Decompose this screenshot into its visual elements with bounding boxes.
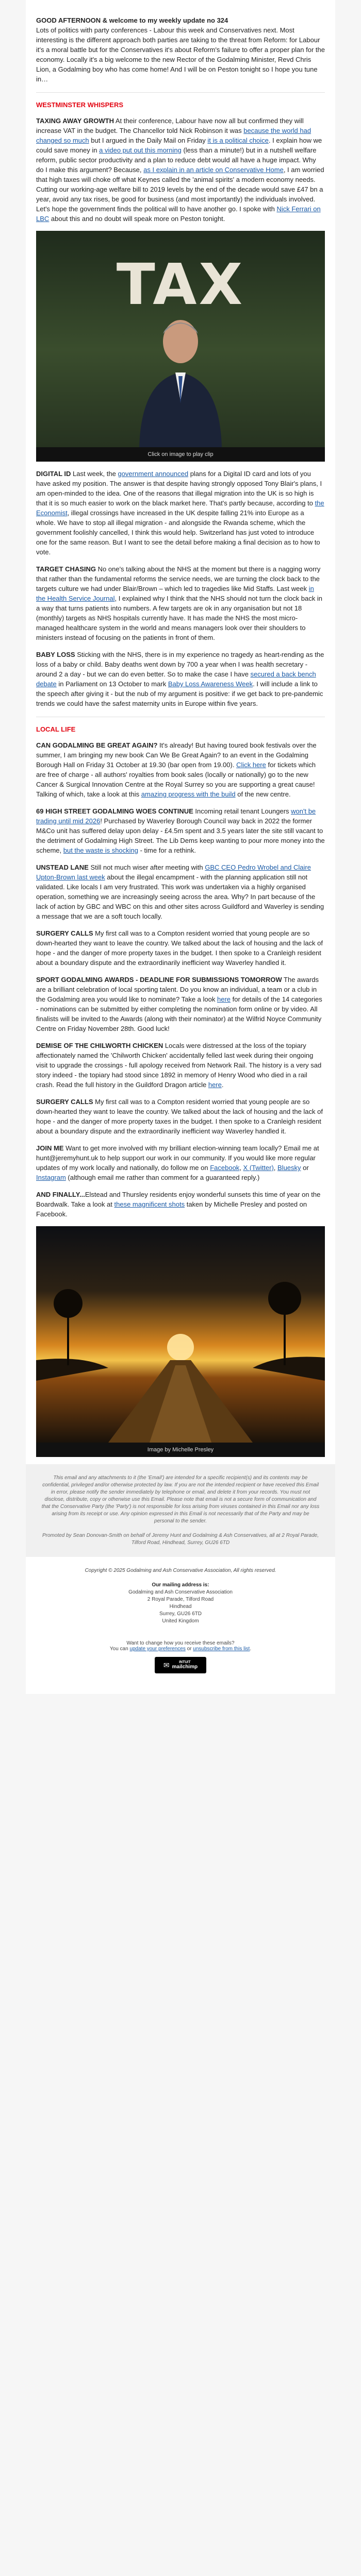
baby-text-3: . I will include a link to the speech after giving it - but the nub of my argument is positive: if we get back to pre-pandemic trends we could have the safest maternity units in Europe within five years. [36, 680, 323, 707]
update-preferences-link[interactable]: update your preferences [129, 1646, 186, 1652]
digital-id-paragraph [36, 469, 325, 557]
sport-text-2: for details of the 14 categories - nominations can be submitted by either completing the nomination form online or by video. All finalists will be invited to the Awards (along with their nominator) at the Wilfrid Noyce Community Centre on Friday November 28th. Good luck! [36, 995, 322, 1032]
join-link-bluesky[interactable]: Bluesky [277, 1164, 301, 1172]
tax-title: TAXING AWAY GROWTH [36, 117, 114, 125]
surgery-text-2: My first call was to a Compton resident worried that young people are so down-hearted they want to leave the country. We talked about the lack of housing and the lack of hope - and the danger of more property taxes in the budget. I then spoke to a Cranleigh resident about a boundary dispute and the extraordinarily inefficient way Waverley handled it. [36, 1098, 323, 1135]
surgery-title: SURGERY CALLS [36, 929, 93, 937]
surgery-text: My first call was to a Compton resident worried that young people are so down-hearted they want to leave the country. We talked about the lack of housing and the lack of hope - and the danger of more property taxes in the budget. I then spoke to a Cranleigh resident about a boundary dispute and the extraordinarily inefficient way Waverley handled it. [36, 929, 323, 967]
baby-text-1: Sticking with the NHS, there is in my experience no tragedy as heart-rending as the loss of a baby or child. Baby deaths went down by 700 a year when I was health secretary - around 2 a day - but we can do even better. So to make the case I have [36, 651, 324, 678]
baby-link-debate[interactable]: secured a back bench debate [36, 670, 316, 688]
join-link-facebook[interactable]: Facebook [210, 1164, 240, 1172]
high-street-paragraph [36, 806, 325, 855]
join-paragraph: JOIN ME Want to get more involved with my brilliant election-winning team locally? Email me at hunt@jeremyhunt.uk to help support our work in our community. If you would like more regular updates of my work locally and nationally, do follow me on Facebook, X (Twitter), Bluesky or Instagram (although email me rather than comment for a guaranteed reply.) [36, 1144, 319, 1181]
great-text-1: It's already! But having toured book festivals over the summer, I am bringing my new book Can We Be Great Again? to an event in the Godalming Borough Hall on Friday 31 October at 19.30 (bar open from 19.00). [36, 741, 317, 769]
footer-addr-line: Godalming and Ash Conservative Association [128, 1589, 233, 1595]
mailchimp-badge-big: mailchimp [172, 1664, 198, 1670]
tax-text-1: At their conference, Labour have now all but confirmed they will increase VAT in the budget. The Chancellor told Nick Robinson it was [36, 117, 304, 134]
finally-paragraph [36, 1190, 325, 1219]
chilworth-text-2: . [221, 1081, 224, 1089]
tax-paragraph [36, 116, 325, 224]
join-link-instagram[interactable]: Instagram [36, 1174, 66, 1181]
footer-disclaimer: This email and any attachments to it (the 'Email') are intended for a specific recipient(s) and its contents may be confidential, privileged and/or otherwise protected by law. If you are not the intended recipient or have received this Email in error, please notify the sender immediately by telephone or email, and delete it from your records. You must not disclose, distribute, copy or otherwise use this Email. Please note that email is not a secure form of communication and that the Conservative Party (the 'Party') is not responsible for loss arising from viruses contained in this Email nor any loss arising from its receipt or use. Any opinion expressed in this Email is not necessarily that of the Party and may be personal to the sender. [41, 1475, 320, 1524]
footer-links-question: Want to change how you receive these emails? [126, 1640, 235, 1646]
intro-paragraph [36, 15, 325, 84]
surgery-paragraph-2 [36, 1097, 325, 1136]
sport-title: SPORT GODALMING AWARDS - DEADLINE FOR SUBMISSIONS TOMORROW [36, 976, 282, 984]
tax-text-5: , I am worried that high taxes will choke off what Keynes called the 'animal spirits' a modern economy needs. Cutting our working-age welfare bill to 2019 levels by the end of the decade would save £47 bn a year, avoid any tax rises, be good for business (and most importantly) the individuals involved. Let's hope the government finds the political will to have another go. I spoke with [36, 166, 324, 213]
footer-links-or: or [185, 1646, 193, 1652]
divider [36, 92, 325, 93]
unstead-title: UNSTEAD LANE [36, 863, 89, 871]
chilworth-paragraph [36, 1041, 325, 1090]
high-link-waste[interactable]: but the waste is shocking [63, 846, 138, 854]
person-silhouette-icon [134, 313, 227, 447]
target-link-hsj[interactable]: in the Health Service Journal [36, 585, 314, 602]
id-text-3: , illegal crossings have increased in the UK despite falling 21% into Europe as a whole. We have to stop all illegal migration - and alongside the Rwanda scheme, which the government foolishly cancelled, I think this would help. Switzerland has just voted to introduce one for the same reason. But I want to see the detail before making a final decision as to how to vote. [36, 509, 320, 556]
intro-greeting: GOOD AFTERNOON [36, 16, 101, 24]
tax-text-2: but I argued in the Daily Mail on Friday [89, 137, 208, 144]
tax-link-world-changed[interactable]: because the world had changed so much [36, 127, 311, 144]
great-link-build[interactable]: amazing progress with the build [141, 790, 236, 798]
high-text-3: - time for a rethink. [138, 846, 196, 854]
baby-loss-title: BABY LOSS [36, 651, 75, 658]
tax-text-6: about this and no doubt will speak more on Peston tonight. [49, 215, 225, 223]
baby-loss-paragraph [36, 650, 325, 708]
sport-paragraph [36, 975, 325, 1033]
tax-text-3: . I explain how we could save money in [36, 137, 322, 154]
tax-link-video[interactable]: a video put out this morning [99, 146, 182, 154]
westminster-heading: WESTMINSTER WHISPERS [36, 101, 124, 109]
footer-promoted: Promoted by Sean Donovan-Smith on behalf of Jeremy Hunt and Godalming & Ash Conservatives, all at 2 Royal Parade, Tilford Road, Hindhead, Surrey, GU26 6TD [42, 1533, 319, 1546]
chilworth-title: DEMISE OF THE CHILWORTH CHICKEN [36, 1042, 163, 1049]
id-text-2: plans for a Digital ID card and lots of you have asked my position. The answer is that despite having strongly opposed Tony Blair's plans, I am open-minded to the idea. One of the reasons that illegal migration into the UK is so high is that it is so much easier to work on the black market here. That's partly because, according to [36, 470, 322, 507]
finally-link-shots[interactable]: these magnificent shots [114, 1200, 185, 1208]
sunset-boardwalk-image [36, 1226, 325, 1443]
target-text-1: No one's talking about the NHS at the moment but there is a nagging worry that rather than the fundamental reforms the service needs, we are turning the clock back to the targets culture we had under Blair/Brown – which led to tragedies like Mid Staffs. Last week [36, 565, 321, 592]
sport-link-here[interactable]: here [217, 995, 231, 1003]
unstead-link-meeting[interactable]: GBC CEO Pedro Wrobel and Claire Upton-Brown last week [36, 863, 311, 881]
footer-addr-line: 2 Royal Parade, Tilford Road [147, 1597, 214, 1602]
unstead-paragraph [36, 862, 325, 921]
target-title: TARGET CHASING [36, 565, 96, 573]
high-text-2: ! Purchased by Waverley Borough Council way back in 2022 the former M&Co unit has suffered delay upon delay - £4.5m spent and 3.5 years later the site still vacant to the detriment of Godalming High Street. The Lib Dems keep wanting to pour more money into the scheme, [36, 817, 325, 854]
great-text-2: for tickets which are free of charge - all authors' royalties from book sales (locally or nationally) go to the new Cancer & Surgical Innovation Centre at the Royal Surrey so you are supporting a great cause! Talking of which, take a look at this [36, 761, 316, 798]
target-text-2: , I explained why I think that the NHS should not turn the clock back in a way that turns patients into numbers. A few targets are ok in any organisation but not 18 (monthly) targets as NHS hospitals currently have. It has made the NHS the most micro-managed healthcare system in the world and means managers look over their shoulders to ministers instead of focusing on the patients in front of them. [36, 595, 322, 641]
email-body [26, 0, 335, 1694]
digital-id-title: DIGITAL ID [36, 470, 71, 478]
id-text-1: Last week, the [71, 470, 118, 478]
unstead-text-2: about the illegal encampment - with the planning application still not validated. Like locals I am very frustrated. This work was undertaken via a highly organised operation, something we are increasingly seeing across the area. Why? In part because of the lack of action by GBC and WBC on this and other sites across Guildford and Waverley is sending a message that we are a soft touch locally. [36, 873, 324, 920]
join-link-x[interactable]: X (Twitter) [243, 1164, 274, 1172]
footer-address [26, 1557, 335, 1635]
mailchimp-badge-small: INTUIT [179, 1660, 191, 1664]
footer-addr-line: Surrey, GU26 6TD [159, 1611, 202, 1617]
join-text-2: (although email me rather than comment for a guaranteed reply.) [65, 1174, 260, 1181]
finally-text-1: Elstead and Thursley residents enjoy wonderful sunsets this time of year on the Boardwalk. Take a look at [36, 1191, 321, 1208]
footer-addr-label: Our mailing address is: [152, 1582, 209, 1588]
sunset-caption: Image by Michelle Presley [36, 1443, 325, 1457]
tax-image-caption: Click on image to play clip [36, 447, 325, 462]
footer-addr-line: United Kingdom [162, 1618, 199, 1624]
target-paragraph [36, 564, 325, 642]
intro-body: Lots of politics with party conferences - Labour this week and Conservatives next. Most interesting is the different approach both parties are taking to the threat from Reform: for Labour it's a moral battle but for the Conservatives it's about Reform's failure to offer a proper plan for the economy. Locally it's a big welcome to the new Rector of the Godalming Minister, Revd Chris Lion, a Godalming boy who has come home! And I will be on Peston tonight so I hope you tune in… [36, 26, 325, 83]
baby-link-awareness-week[interactable]: Baby Loss Awareness Week [168, 680, 253, 688]
tax-link-lbc[interactable]: Nick Ferrari on LBC [36, 205, 321, 223]
tax-link-conservative-home[interactable]: as I explain in an article on Conservative Home [143, 166, 284, 174]
footer-links: Want to change how you receive these emails? You can update your preferences or unsubscribe from this list. ✉ INTUIT mailchimp [26, 1635, 335, 1684]
surgery-paragraph [36, 928, 325, 968]
footer-copyright: Copyright © 2025 Godalming and Ash Conservative Association, All rights reserved. [85, 1568, 276, 1573]
unstead-text-1: Still not much wiser after meeting with [88, 863, 205, 871]
high-link-loungers[interactable]: won't be trading until mid 2026 [36, 807, 316, 825]
intro-greeting-rest: & welcome to my weekly update no 324 [101, 16, 228, 24]
great-link-tickets[interactable]: Click here [236, 761, 266, 769]
footer-links-text: You can [109, 1646, 130, 1652]
footer-disclaimer-block [26, 1464, 335, 1557]
great-text-3: of the new centre. [235, 790, 291, 798]
surgery-title-2: SURGERY CALLS [36, 1098, 93, 1106]
high-street-title: 69 HIGH STREET GODALMING WOES CONTINUE [36, 807, 193, 815]
finally-title: AND FINALLY... [36, 1191, 85, 1198]
id-link-government[interactable]: government announced [118, 470, 189, 478]
great-again-paragraph [36, 740, 325, 799]
mailchimp-badge[interactable] [155, 1657, 206, 1673]
high-text-1: Incoming retail tenant Loungers [193, 807, 291, 815]
tax-link-political-choice[interactable]: it is a political choice [207, 137, 269, 144]
finally-text-2: taken by Michelle Presley and posted on Facebook. [36, 1200, 307, 1218]
sport-text-1: The awards are a brilliant celebration of local sporting talent. Do you know an individual, a team or a club in the Godalming area you would like to nominate? Take a look [36, 976, 319, 1003]
tax-image-word: TAX [116, 251, 245, 317]
chilworth-text-1: Locals were distressed at the loss of the topiary affectionately named the 'Chilworth Chicken' accidentally felled last week during their ongoing visit to upgrade the crossings - full apology received from Network Rail. The history is a very sad story indeed - the topiary had stood since 1892 in memory of Henry Wood who died in a rail crash. Read the full history in the Guildford Dragon article [36, 1042, 322, 1089]
chilworth-link-here[interactable]: here [208, 1081, 222, 1089]
join-title: JOIN ME [36, 1144, 64, 1152]
join-text-1: Want to get more involved with my brilliant election-winning team locally? Email me at hunt@jeremyhunt.uk to help support our work in our community. If you would like more regular updates of my work locally and nationally, do follow me on [36, 1144, 319, 1172]
mailchimp-badge-text [172, 1660, 198, 1670]
footer-addr-line: Hindhead [169, 1604, 192, 1609]
local-heading: LOCAL LIFE [36, 725, 76, 733]
baby-text-2: in Parliament on 13 October to mark [56, 680, 168, 688]
mailchimp-logo-icon: ✉ [163, 1660, 170, 1669]
boardwalk-scene-icon [36, 1226, 325, 1443]
great-again-title: CAN GODALMING BE GREAT AGAIN? [36, 741, 158, 749]
id-link-economist[interactable]: the Economist [36, 499, 324, 517]
unsubscribe-link[interactable]: unsubscribe from this list [193, 1646, 250, 1652]
tax-video-thumbnail[interactable] [36, 231, 325, 447]
tax-text-4: (less than a minute!) but in a nutshell welfare reform, public sector productivity and a plan to reduce debt would all have a huge impact. Why do I make this argument? Because, [36, 146, 317, 174]
